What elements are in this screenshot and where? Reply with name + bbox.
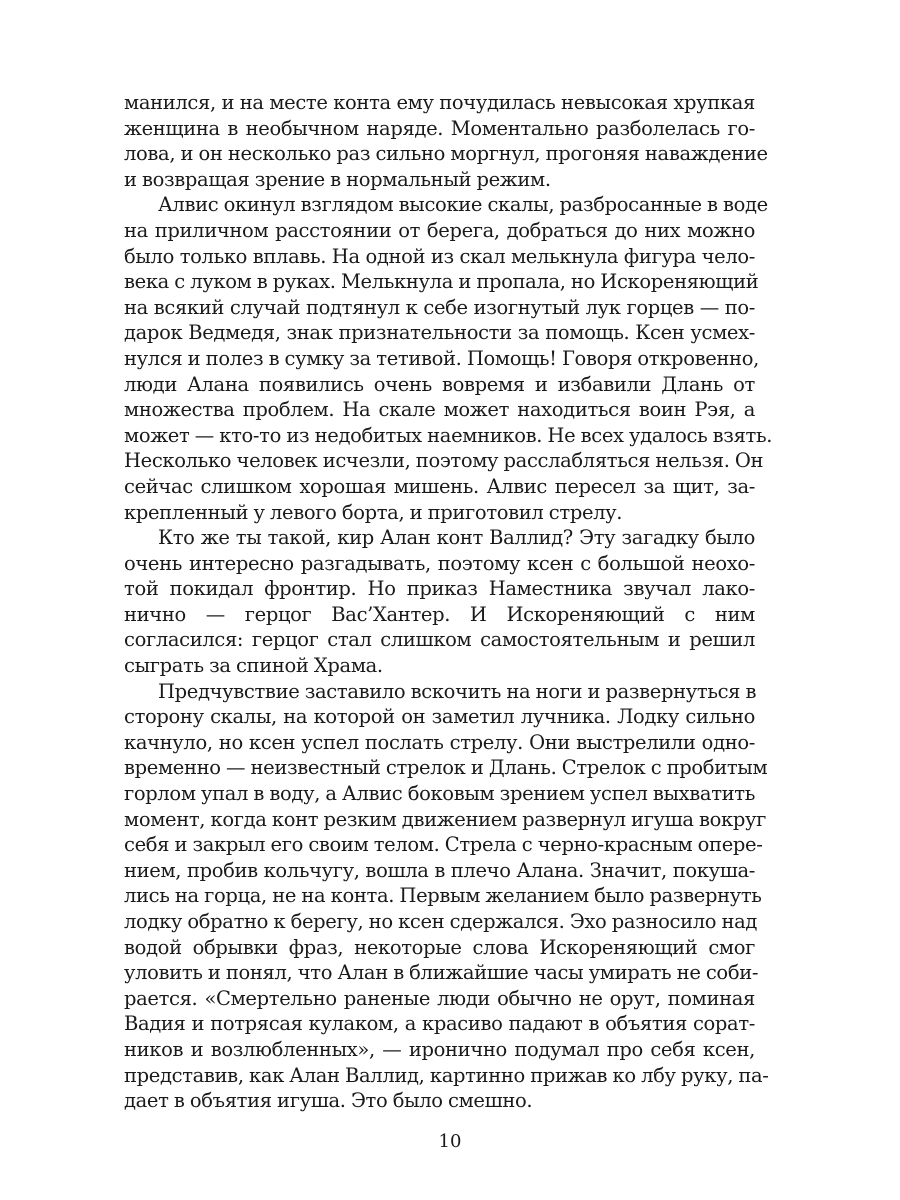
text-line: уловить и понял, что Алан в ближайшие часы умирать не соби- bbox=[124, 961, 759, 985]
text-line: себя и закрыл его своим телом. Стрела с черно-красным опере- bbox=[124, 833, 763, 857]
text-line: множества проблем. На скале может находиться воин Рэя, а bbox=[124, 398, 755, 422]
text-line: нично — герцог Вас’Хантер. И Искореняющий с ним bbox=[124, 602, 755, 626]
text-line: люди Алана появились очень вовремя и избавили Длань от bbox=[124, 372, 755, 396]
text-line: горлом упал в воду, а Алвис боковым зрением успел выхватить bbox=[124, 782, 755, 806]
text-line: лись на горца, не на конта. Первым желанием было развернуть bbox=[124, 884, 762, 908]
text-line: ников и возлюбленных», — иронично подумал про себя ксен, bbox=[124, 1037, 755, 1061]
text-line: женщина в необычном наряде. Моментально разболелась го- bbox=[124, 116, 755, 140]
text-line: рается. «Смертельно раненые люди обычно не орут, поминая bbox=[124, 986, 755, 1010]
text-line: согласился: герцог стал слишком самостоятельным и решил bbox=[124, 628, 755, 652]
text-line: Несколько человек исчезли, поэтому расслабляться нельзя. Он bbox=[124, 449, 764, 473]
text-line: было только вплавь. На одной из скал мелькнула фигура чело- bbox=[124, 244, 755, 268]
text-line: лова, и он несколько раз сильно моргнул, прогоняя наваждение bbox=[124, 142, 768, 166]
text-line: Предчувствие заставило вскочить на ноги и развернуться в bbox=[158, 679, 757, 703]
text-line: временно — неизвестный стрелок и Длань. Стрелок с пробитым bbox=[124, 756, 768, 780]
text-line: может — кто-то из недобитых наемников. Не всех удалось взять. bbox=[124, 423, 773, 447]
text-line: дарок Ведмедя, знак признательности за помощь. Ксен усмех- bbox=[124, 321, 755, 345]
text-line: сторону скалы, на которой он заметил лучника. Лодку сильно bbox=[124, 705, 755, 729]
text-line: нулся и полез в сумку за тетивой. Помощь! Говоря откровенно, bbox=[124, 346, 759, 370]
body-text bbox=[124, 90, 773, 1114]
text-line: момент, когда конт резким движением развернул игуша вокруг bbox=[124, 807, 766, 831]
page-number: 10 bbox=[438, 1131, 462, 1152]
text-line: водой обрывки фраз, некоторые слова Искореняющий смог bbox=[124, 935, 755, 959]
text-line: представив, как Алан Валлид, картинно прижав ко лбу руку, па- bbox=[124, 1063, 769, 1087]
text-line: манился, и на месте конта ему почудилась невысокая хрупкая bbox=[124, 91, 755, 114]
text-line: нием, пробив кольчугу, вошла в плечо Алана. Значит, покуша- bbox=[124, 858, 755, 882]
text-line: сейчас слишком хорошая мишень. Алвис пересел за щит, за- bbox=[124, 474, 755, 498]
text-line: на всякий случай подтянул к себе изогнутый лук горцев — по- bbox=[124, 295, 755, 319]
text-line: крепленный у левого борта, и приготовил стрелу. bbox=[124, 500, 623, 524]
text-line: сыграть за спиной Храма. bbox=[124, 654, 383, 678]
text-line: на приличном расстоянии от берега, добраться до них можно bbox=[124, 218, 755, 242]
text-line: очень интересно разгадывать, поэтому ксен с большой неохо- bbox=[124, 551, 755, 575]
text-line: Кто же ты такой, кир Алан конт Валлид? Эту загадку было bbox=[158, 526, 755, 550]
text-line: дает в объятия игуша. Это было смешно. bbox=[124, 1089, 533, 1113]
text-line: лодку обратно к берегу, но ксен сдержался. Эхо разносило над bbox=[124, 910, 758, 933]
text-line: века с луком в руках. Мелькнула и пропала, но Искореняющий bbox=[124, 270, 759, 294]
text-line: той покидал фронтир. Но приказ Наместника звучал лако- bbox=[124, 577, 755, 601]
text-line: качнуло, но ксен успел послать стрелу. Они выстрелили одно- bbox=[124, 730, 755, 754]
text-line: Алвис окинул взглядом высокие скалы, разбросанные в воде bbox=[158, 193, 768, 217]
text-line: и возвращая зрение в нормальный режим. bbox=[124, 167, 551, 191]
text-line: Вадия и потрясая кулаком, а красиво падают в объятия сорат- bbox=[124, 1012, 755, 1036]
